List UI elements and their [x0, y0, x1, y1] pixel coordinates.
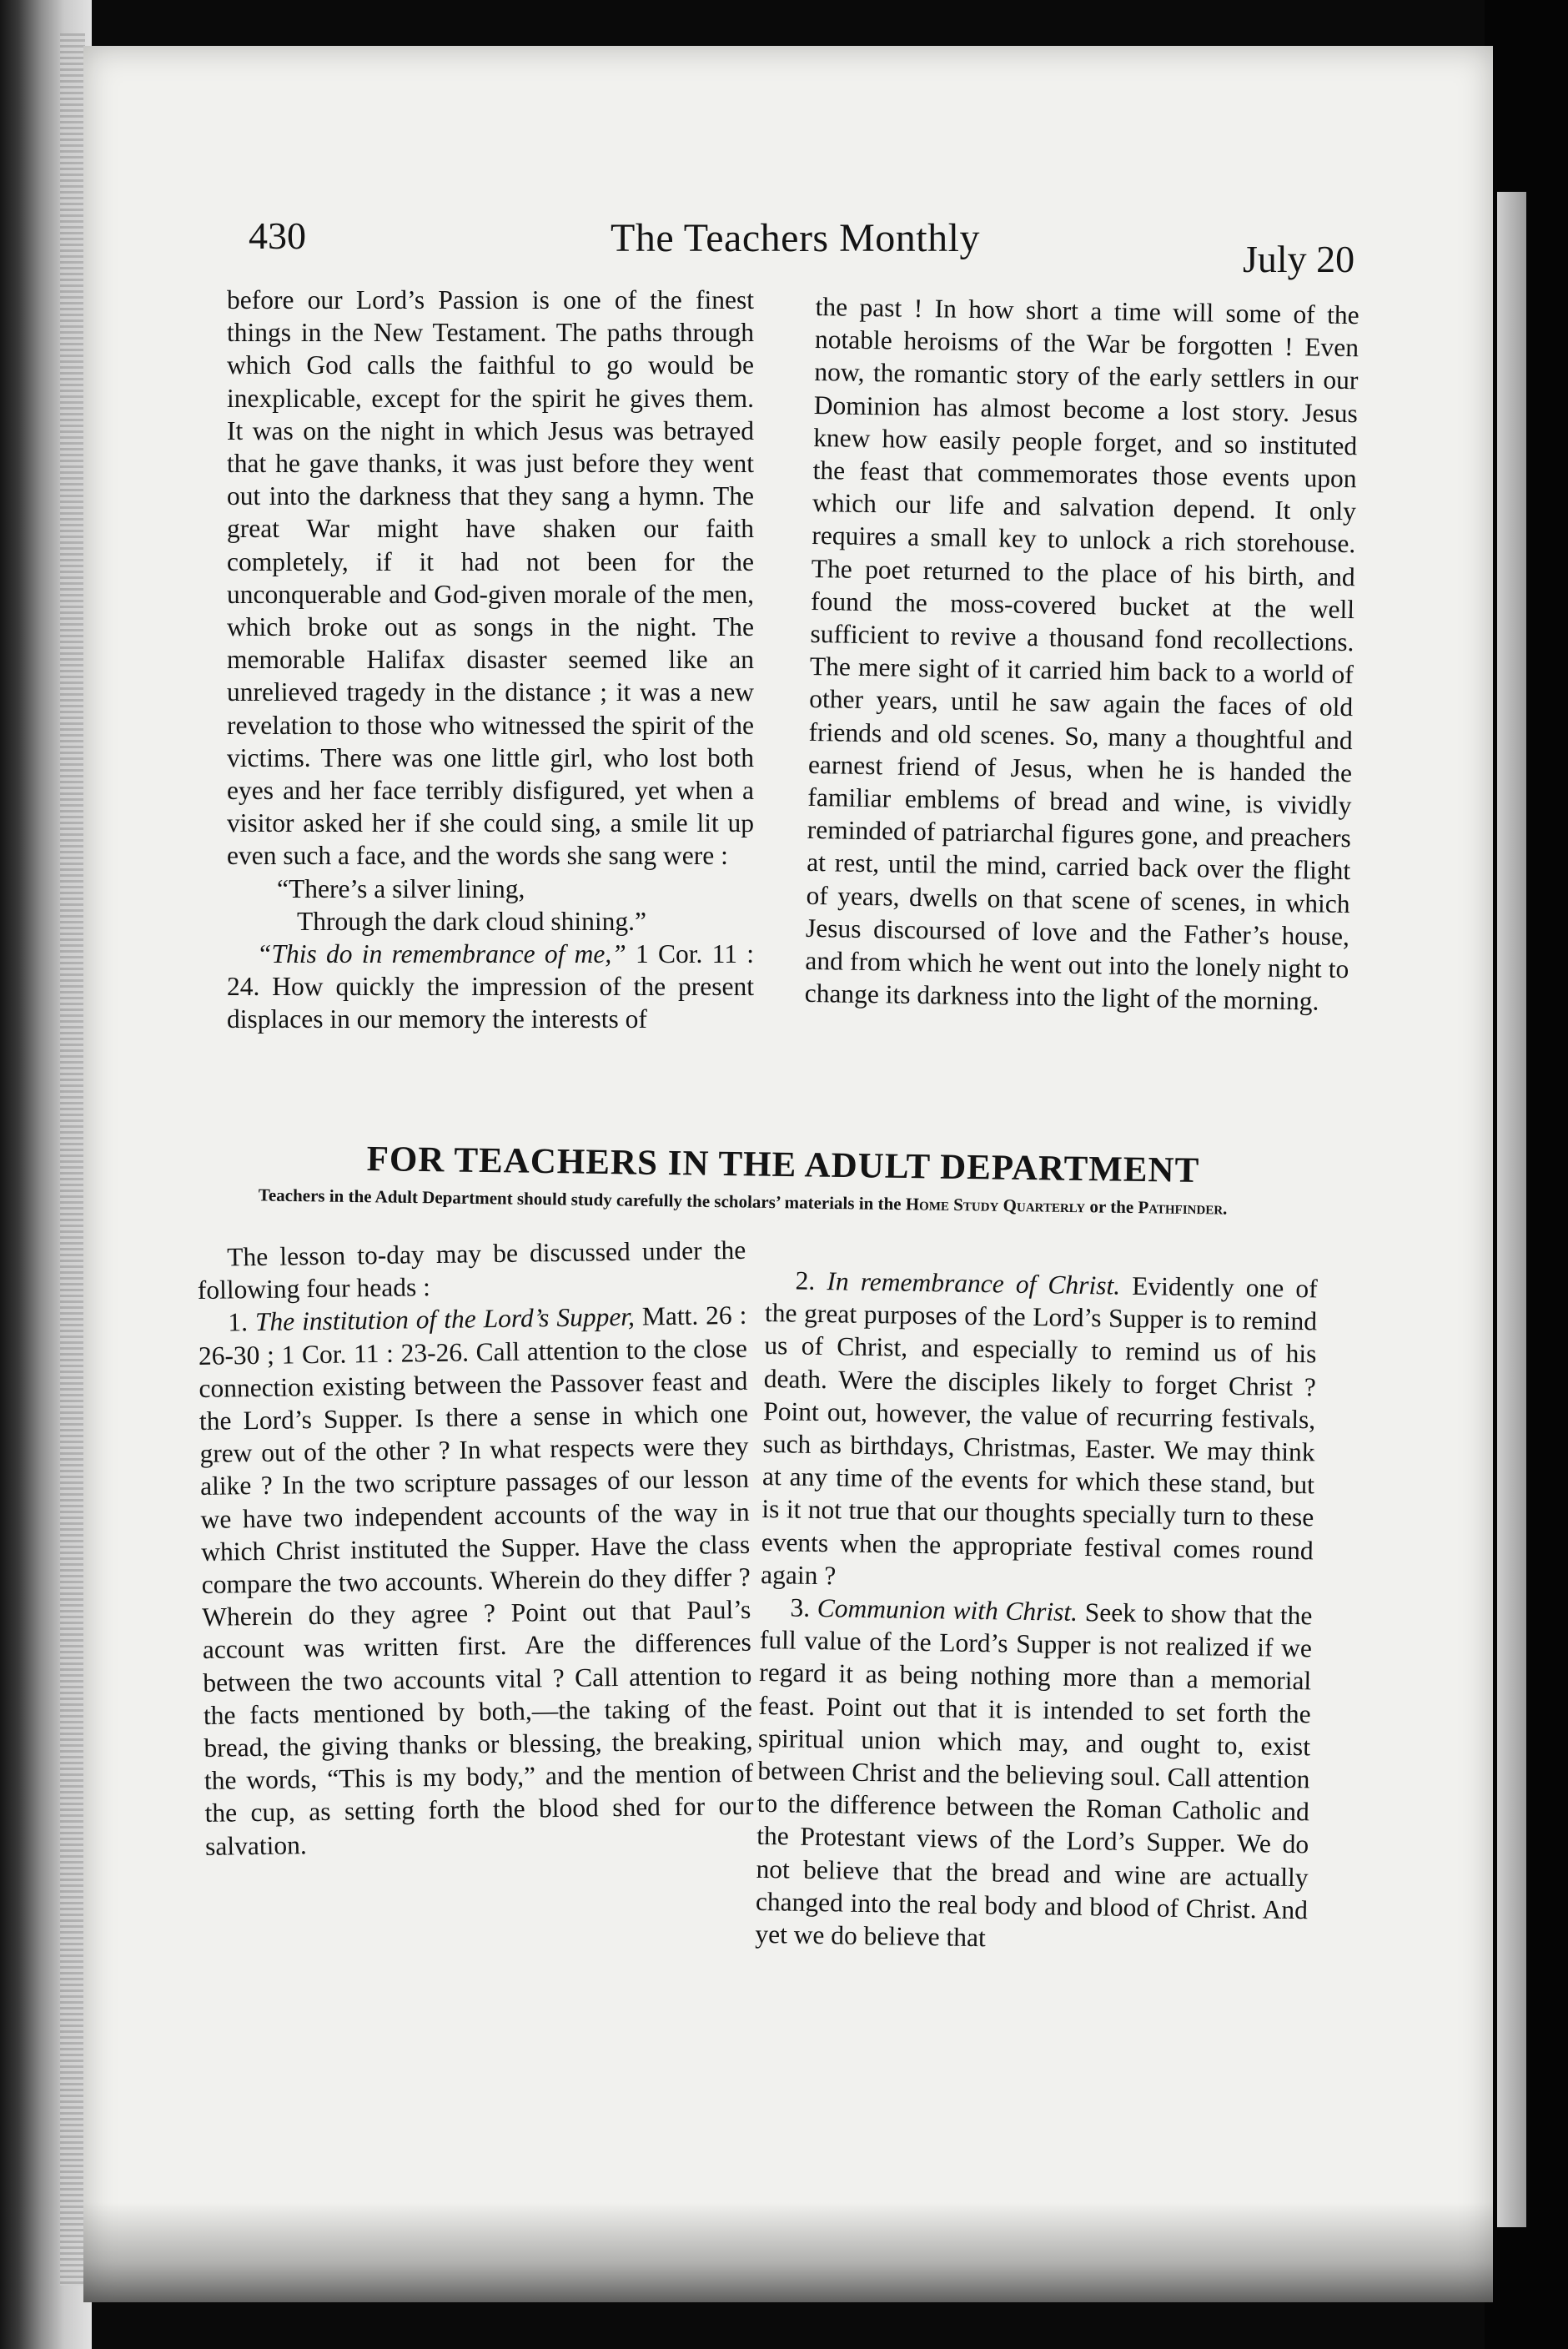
note-publication: Home Study Quarterly	[905, 1194, 1086, 1217]
head-number: 2.	[795, 1265, 816, 1295]
stacked-page-edges	[60, 33, 85, 2286]
hymn-quote	[227, 873, 754, 938]
intro-paragraph: The lesson to-day may be discussed under the following four heads :	[197, 1235, 746, 1305]
head-body: Seek to show that the full value of the Lord’s Supper is not realized if we regard it as being nothing more than a memorial feast. Point out that it is intended to set forth the spiritual union which may, and ought to, exist between Christ and the believing soul. Call attention to the difference between the Roman Catholic and the Protestant views of the Lord’s Supper. We do not believe that the bread and wine are actually changed into the real body and blood of Christ. And yet we do believe that	[755, 1597, 1313, 1953]
head-body: Matt. 26 : 26-30 ; 1 Cor. 11 : 23-26. Call attention to the close connection existing between the Passover feast and the Lord’s Supper. Is there a sense in which one grew out of the other ? In what respects were they alike ? In the two scripture passages of our lesson we have two independent accounts of the way in which Christ instituted the Supper. Have the class compare the two accounts. Wherein do they differ ? Wherein do they agree ? Point out that Paul’s account was written first. Are the differences between the two accounts vital ? Call attention to the facts mentioned by both,—the taking of the bread, the giving thanks or blessing, the breaking, the words, “This is my body,” and the mention of the cup, as setting forth the blood shed for our salvation.	[198, 1300, 754, 1861]
lesson-head-3	[755, 1591, 1313, 1959]
note-text: Teachers in the Adult Department should study carefully the scholars’ materials in the	[258, 1185, 902, 1215]
note-publication: Pathfinder.	[1138, 1197, 1228, 1219]
issue-date: July 20	[1243, 238, 1355, 280]
quote-line: “There’s a silver lining,	[277, 873, 525, 903]
body-paragraph: before our Lord’s Passion is one of the finest things in the New Testament. The paths through which God calls the faithful to go would be inexplicable, except for the spirit he gives them. It was on the night in which Jesus was betrayed that he gave thanks, it was just before they went out into the darkness that they sang a hymn. The great War might have shaken our faith completely, if it had not been for the unconquerable and God-given morale of the men, which broke out as songs in the night. The memorable Halifax disaster seemed like an unrelieved tragedy in the distance ; it was a new revelation to those who witnessed the spirit of the victims. There was one little girl, who lost both eyes and her face terribly disfigured, yet when a visitor asked her if she could sing, a smile lit up even such a face, and the words she sang were :	[227, 285, 754, 871]
scripture-quote: “This do in remembrance of me,”	[257, 939, 626, 969]
upper-left-column	[227, 284, 754, 1036]
head-title: Communion with Christ.	[817, 1593, 1078, 1627]
lesson-head-1	[198, 1299, 754, 1863]
lower-right-column	[755, 1264, 1318, 1959]
lower-left-column	[197, 1234, 754, 1863]
head-body: Evidently one of the great purposes of the Lord’s Supper is to remind us of Christ, and especially to remind us of his death. Were the disciples likely to forget Christ ? Point out, however, the value of recurring festivals, such as birthdays, Christmas, Easter. We may think at any time of the events for which these stand, but is it not true that our thoughts specially turn to these events when the appropriate festival comes round again ?	[760, 1270, 1318, 1591]
scripture-reference-paragraph	[227, 938, 754, 1036]
head-title: In remembrance of Christ.	[827, 1266, 1121, 1300]
head-number: 1.	[228, 1307, 249, 1337]
body-paragraph: the past ! In how short a time will some of the notable heroisms of the War be forgotten ! Even now, the romantic story of the early settlers in our Dominion has almost become a lost story. Jesus knew how easily people forget, and so instituted the feast that commemorates those events upon which our life and salvation depend. It only requires a small key to unlock a rich storehouse. The poet returned to the place of his birth, and found the moss-covered bucket at the well sufficient to revive a thousand fond recollections. The mere sight of it carried him back to a world of other years, until he saw again the faces of old friends and old scenes. So, many a thoughtful and earnest friend of Jesus, when he is handed the familiar emblems of bread and wine, is vividly reminded of patriarchal figures gone, and preachers at rest, until the mind, carried back over the flight of years, dwells on that scene of scenes, in which Jesus discoursed of love and the Father’s house, and from which he went out into the lonely night to change its darkness into the light of the morning.	[804, 291, 1359, 1016]
page-number: 430	[249, 214, 306, 257]
quote-line: Through the dark cloud shining.”	[297, 906, 647, 936]
lesson-head-2	[761, 1264, 1318, 1599]
section-heading: FOR TEACHERS IN THE ADULT DEPARTMENT	[366, 1139, 1200, 1190]
paragraph-text: 1 Cor. 11 : 24. How quickly the impression of the present displaces in our memory the interests of	[227, 939, 754, 1034]
head-title: The institution of the Lord’s Supper,	[254, 1302, 636, 1337]
journal-title: The Teachers Monthly	[611, 216, 980, 260]
facing-page-edge	[1497, 192, 1526, 2227]
note-text: or the	[1089, 1196, 1134, 1218]
upper-right-column	[804, 290, 1359, 1019]
page-bottom-shadow	[83, 2202, 1493, 2302]
head-number: 3.	[790, 1592, 811, 1622]
